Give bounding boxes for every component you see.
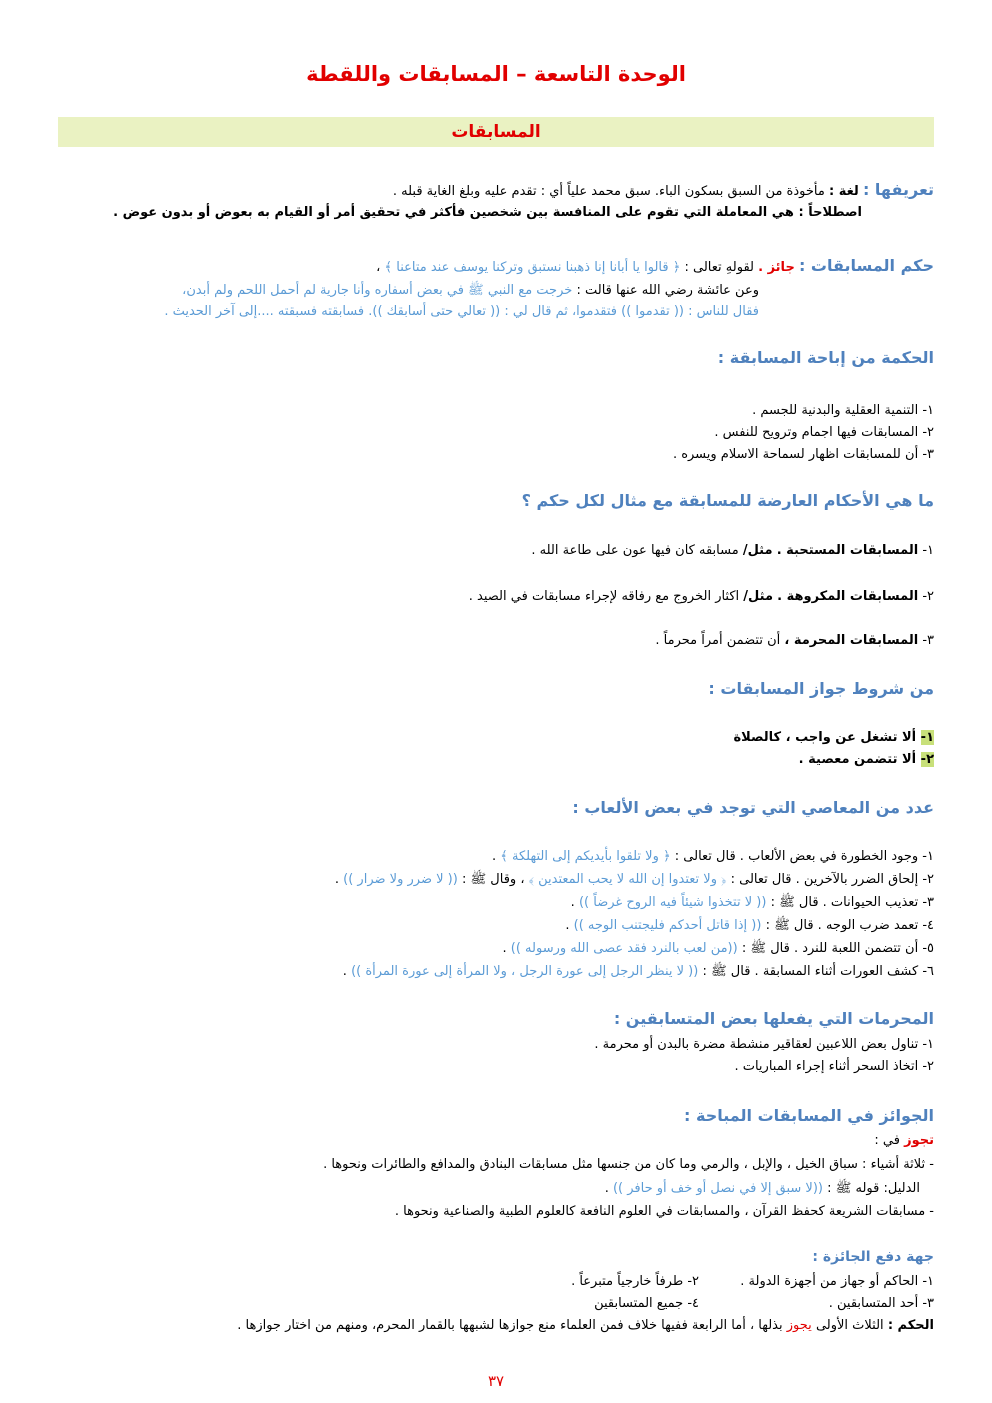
- page-number: ٣٧: [487, 1372, 505, 1390]
- sins-heading: عدد من المعاصي التي توجد في بعض الألعاب :: [572, 798, 934, 817]
- prizes-allowed: تجوز في :: [874, 1133, 934, 1148]
- list-item: - ثلاثة أشياء : سباق الخيل ، والإبل ، والرمي وما كان من جنسها مثل مسابقات البنادق والمدافع والطائرات ونحوها .: [323, 1157, 934, 1172]
- document-page: [58, 0, 934, 1403]
- list-item: ٣- تعذيب الحيوانات . قال ﷺ : (( لا تتخذوا شيئاً فيه الروح غرضاً )) .: [570, 895, 934, 910]
- payer-ruling: الحكم : الثلاث الأولى يجوز بذلها ، أما الرابعة ففيها خلاف فمن العلماء منع جوازها لشبهها بالقمار المحرم، ومنهم من اختار جوازها .: [237, 1318, 934, 1333]
- definition-lang-line: تعريفها : لغة : مأخوذة من السبق بسكون الباء. سبق محمد علياً أي : تقدم عليه وبلغ الغاية قبله .: [392, 180, 934, 199]
- list-item: ٤- جميع المتسابقين: [594, 1296, 699, 1311]
- list-item: ٢- اتخاذ السحر أثناء إجراء المباريات .: [734, 1059, 934, 1074]
- list-item: ١- التنمية العقلية والبدنية للجسم .: [752, 403, 934, 418]
- ruling-heading: حكم المسابقات :: [798, 256, 934, 275]
- list-item: ٣- المسابقات المحرمة ، أن تتضمن أمراً محرماً .: [655, 633, 934, 648]
- list-item: ٢- إلحاق الضرر بالآخرين . قال تعالى : ﴿ ولا تعتدوا إن الله لا يحب المعتدين ﴾ ، وقال ﷺ : (( لا ضرر ولا ضرار )) .: [334, 872, 934, 887]
- list-item: ٢- المسابقات المكروهة . مثل/ اكثار الخروج مع رفاقه لإجراء مسابقات في الصيد .: [468, 589, 934, 604]
- list-item: ٣- أحد المتسابقين .: [828, 1296, 934, 1311]
- section-title: المسابقات: [58, 117, 934, 147]
- wisdom-heading: الحكمة من إباحة المسابقة :: [717, 348, 934, 367]
- prizes-evidence: الدليل: قوله ﷺ : ((لا سبق إلا في نصل أو خف أو حافر )) .: [604, 1181, 920, 1196]
- payer-heading: جهة دفع الجائزة :: [812, 1249, 934, 1265]
- list-item: ٥- أن تتضمن اللعبة للنرد . قال ﷺ : ((من لعب بالنرد فقد عصى الله ورسوله )) .: [502, 941, 934, 956]
- conditions-heading: من شروط جواز المسابقات :: [708, 679, 934, 698]
- list-item: ١- وجود الخطورة في بعض الألعاب . قال تعالى : ﴿ ولا تلقوا بأيديكم إلى التهلكة ﴾ .: [491, 849, 934, 864]
- definition-term-line: اصطلاحاً : هي المعاملة التي تقوم على المنافسة بين شخصين فأكثر في تحقيق أمر أو القيام به بعوض أو بدون عوض .: [113, 205, 862, 220]
- definition-heading: تعريفها :: [862, 180, 934, 199]
- list-item: ١- تناول بعض اللاعبين لعقاقير منشطة مضرة بالبدن أو محرمة .: [594, 1037, 934, 1052]
- forbidden-heading: المحرمات التي يفعلها بعض المتسابقين :: [613, 1009, 934, 1028]
- list-item: ٦- كشف العورات أثناء المسابقة . قال ﷺ : (( لا ينظر الرجل إلى عورة الرجل ، ولا المرأة إلى عورة المرأة )) .: [342, 964, 934, 979]
- list-item: ٢- المسابقات فيها اجمام وترويح للنفس .: [714, 425, 934, 440]
- list-item: ٤- تعمد ضرب الوجه . قال ﷺ : (( إذا قاتل أحدكم فليجتنب الوجه )) .: [565, 918, 934, 933]
- hadith-line-1: وعن عائشة رضي الله عنها قالت : خرجت مع النبي ﷺ في بعض أسفاره وأنا جارية لم أحمل اللحم ولم أبدن،: [182, 283, 759, 298]
- ruling-line: حكم المسابقات : جائز . لقولهِ تعالى : ﴿ قالوا يا أبانا إنا ذهبنا نستبق وتركنا يوسف عند متاعنا ﴾ ،: [376, 256, 934, 275]
- hadith-line-2: فقال للناس : (( تقدموا )) فتقدموا، ثم قال لي : (( تعالي حتى أسابقك )). فسابقته فسبقته ....إلى آخر الحديث .: [164, 304, 759, 319]
- incidental-heading: ما هي الأحكام العارضة للمسابقة مع مثال لكل حكم ؟: [521, 491, 934, 510]
- list-item: ٢- ألا تتضمن معصية .: [798, 752, 934, 767]
- unit-title: الوحدة التاسعة – المسابقات واللقطة: [306, 62, 686, 86]
- list-item: ١- الحاكم أو جهاز من أجهزة الدولة .: [740, 1274, 934, 1289]
- list-item: ١- ألا تشغل عن واجب ، كالصلاة: [733, 730, 934, 745]
- list-item: - مسابقات الشريعة كحفظ القرآن ، والمسابقات في العلوم النافعة كالعلوم الطبية والصناعية ونحوها .: [394, 1204, 934, 1219]
- list-item: ١- المسابقات المستحبة . مثل/ مسابقه كان فيها عون على طاعة الله .: [531, 543, 934, 558]
- verse-quote: ﴿ قالوا يا أبانا إنا ذهبنا نستبق وتركنا يوسف عند متاعنا ﴾: [384, 260, 681, 275]
- list-item: ٢- طرفاً خارجياً متبرعاً .: [571, 1274, 699, 1289]
- list-item: ٣- أن للمسابقات اظهار لسماحة الاسلام ويسره .: [672, 447, 934, 462]
- prizes-heading: الجوائز في المسابقات المباحة :: [684, 1106, 934, 1125]
